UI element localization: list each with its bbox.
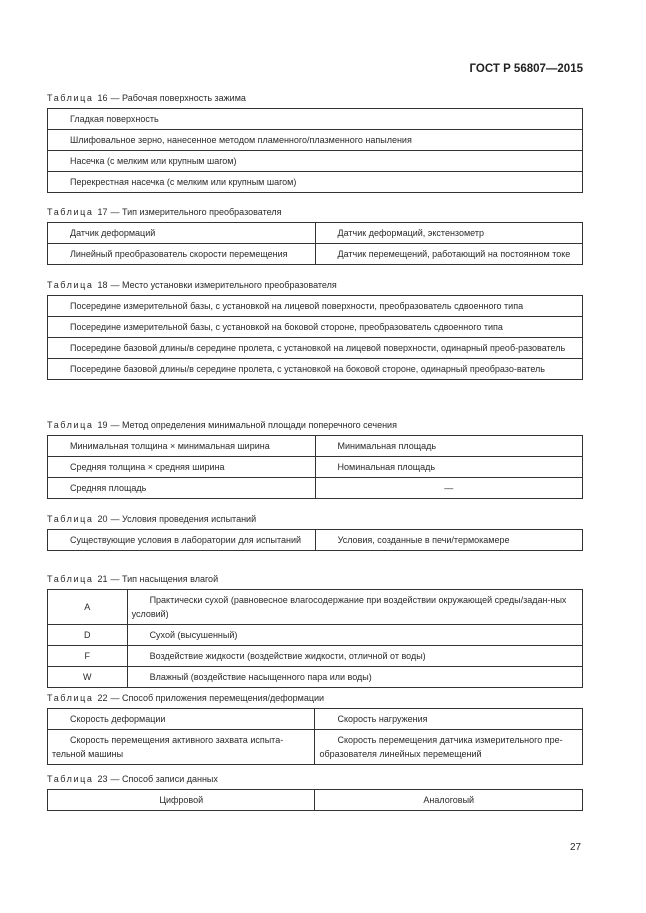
table-cell: Посередине базовой длины/в середине пролета, с установкой на боковой стороне, одинарный преобразо-ватель xyxy=(48,359,583,380)
table-row xyxy=(48,109,583,130)
table-label: Таблица xyxy=(47,280,94,290)
table-title: — Тип измерительного преобразователя xyxy=(110,207,282,217)
table-number: 22 xyxy=(97,693,108,703)
table-cell: Практически сухой (равновесное влагосодержание при воздействии окружающей среды/задан-ных условий) xyxy=(127,590,582,625)
table-row xyxy=(48,436,583,457)
table-cell: Условия, созданные в печи/термокамере xyxy=(315,530,582,551)
table-row xyxy=(48,709,583,730)
table-cell: Датчик перемещений, работающий на постоянном токе xyxy=(315,244,582,265)
table-cell: F xyxy=(48,646,128,667)
table-cell: Датчик деформаций, экстензометр xyxy=(315,223,582,244)
table-number: 23 xyxy=(97,774,108,784)
table-cell: Скорость перемещения датчика измерительного пре-образователя линейных перемещений xyxy=(315,730,583,765)
table-21 xyxy=(47,589,583,688)
table-row xyxy=(48,317,583,338)
table-17-block xyxy=(47,206,583,265)
table-title: — Способ приложения перемещения/деформации xyxy=(110,693,325,703)
table-cell: Перекрестная насечка (с мелким или крупным шагом) xyxy=(48,172,583,193)
table-caption xyxy=(47,573,583,585)
table-row xyxy=(48,223,583,244)
table-21-block xyxy=(47,573,583,688)
table-cell: Влажный (воздействие насыщенного пара или воды) xyxy=(127,667,582,688)
table-row xyxy=(48,359,583,380)
table-cell: Насечка (с мелким или крупным шагом) xyxy=(48,151,583,172)
table-row xyxy=(48,590,583,625)
table-row xyxy=(48,244,583,265)
table-19-block xyxy=(47,419,583,499)
table-label: Таблица xyxy=(47,574,94,584)
table-row xyxy=(48,790,583,811)
table-row xyxy=(48,625,583,646)
table-caption xyxy=(47,206,583,218)
table-title: — Способ записи данных xyxy=(110,774,218,784)
table-cell: Скорость деформации xyxy=(48,709,315,730)
table-number: 16 xyxy=(97,93,108,103)
table-caption xyxy=(47,692,583,704)
table-cell: D xyxy=(48,625,128,646)
table-title: — Рабочая поверхность зажима xyxy=(110,93,246,103)
table-number: 20 xyxy=(97,514,108,524)
table-caption xyxy=(47,279,583,291)
table-label: Таблица xyxy=(47,693,94,703)
table-cell: A xyxy=(48,590,128,625)
table-caption xyxy=(47,513,583,525)
table-row xyxy=(48,151,583,172)
table-caption xyxy=(47,92,583,104)
table-cell: Сухой (высушенный) xyxy=(127,625,582,646)
table-19 xyxy=(47,435,583,499)
table-cell: Воздействие жидкости (воздействие жидкости, отличной от воды) xyxy=(127,646,582,667)
table-number: 19 xyxy=(97,420,108,430)
table-cell: Средняя толщина × средняя ширина xyxy=(48,457,316,478)
table-23 xyxy=(47,789,583,811)
table-label: Таблица xyxy=(47,93,94,103)
table-cell: Номинальная площадь xyxy=(315,457,583,478)
table-cell: Шлифовальное зерно, нанесенное методом пламенного/плазменного напыления xyxy=(48,130,583,151)
table-title: — Метод определения минимальной площади поперечного сечения xyxy=(110,420,397,430)
table-row xyxy=(48,730,583,765)
table-cell: W xyxy=(48,667,128,688)
table-cell: Минимальная площадь xyxy=(315,436,583,457)
table-label: Таблица xyxy=(47,420,94,430)
table-number: 21 xyxy=(97,574,108,584)
table-cell: Скорость нагружения xyxy=(315,709,583,730)
table-number: 17 xyxy=(97,207,108,217)
table-23-block xyxy=(47,773,583,811)
table-row xyxy=(48,457,583,478)
table-row xyxy=(48,667,583,688)
table-17 xyxy=(47,222,583,265)
table-20 xyxy=(47,529,583,551)
table-title: — Место установки измерительного преобразователя xyxy=(110,280,337,290)
table-16-block xyxy=(47,92,583,193)
table-16 xyxy=(47,108,583,193)
table-18 xyxy=(47,295,583,380)
table-18-block xyxy=(47,279,583,380)
table-22-block xyxy=(47,692,583,765)
table-cell: Аналоговый xyxy=(315,790,583,811)
table-row xyxy=(48,338,583,359)
table-label: Таблица xyxy=(47,207,94,217)
page-number: 27 xyxy=(570,842,582,853)
table-cell: — xyxy=(315,478,583,499)
table-number: 18 xyxy=(97,280,108,290)
table-cell: Средняя площадь xyxy=(48,478,316,499)
table-row xyxy=(48,478,583,499)
table-cell: Гладкая поверхность xyxy=(48,109,583,130)
table-caption xyxy=(47,773,583,785)
table-cell: Датчик деформаций xyxy=(48,223,316,244)
table-cell: Посередине базовой длины/в середине пролета, с установкой на лицевой поверхности, одинарный преоб-разователь xyxy=(48,338,583,359)
table-22 xyxy=(47,708,583,765)
table-20-block xyxy=(47,513,583,551)
table-row xyxy=(48,172,583,193)
table-cell: Минимальная толщина × минимальная ширина xyxy=(48,436,316,457)
table-row xyxy=(48,130,583,151)
table-cell: Посередине измерительной базы, с установкой на лицевой поверхности, преобразователь сдвоенного типа xyxy=(48,296,583,317)
table-cell: Существующие условия в лаборатории для испытаний xyxy=(48,530,316,551)
table-row xyxy=(48,296,583,317)
table-title: — Условия проведения испытаний xyxy=(110,514,257,524)
table-cell: Посередине измерительной базы, с установкой на боковой стороне, преобразователь сдвоенного типа xyxy=(48,317,583,338)
table-row xyxy=(48,530,583,551)
table-label: Таблица xyxy=(47,514,94,524)
document-header: ГОСТ Р 56807—2015 xyxy=(469,63,583,75)
table-title: — Тип насыщения влагой xyxy=(110,574,219,584)
table-row xyxy=(48,646,583,667)
table-cell: Линейный преобразователь скорости перемещения xyxy=(48,244,316,265)
table-label: Таблица xyxy=(47,774,94,784)
table-cell: Скорость перемещения активного захвата испыта-тельной машины xyxy=(48,730,315,765)
table-caption xyxy=(47,419,583,431)
table-cell: Цифровой xyxy=(48,790,315,811)
